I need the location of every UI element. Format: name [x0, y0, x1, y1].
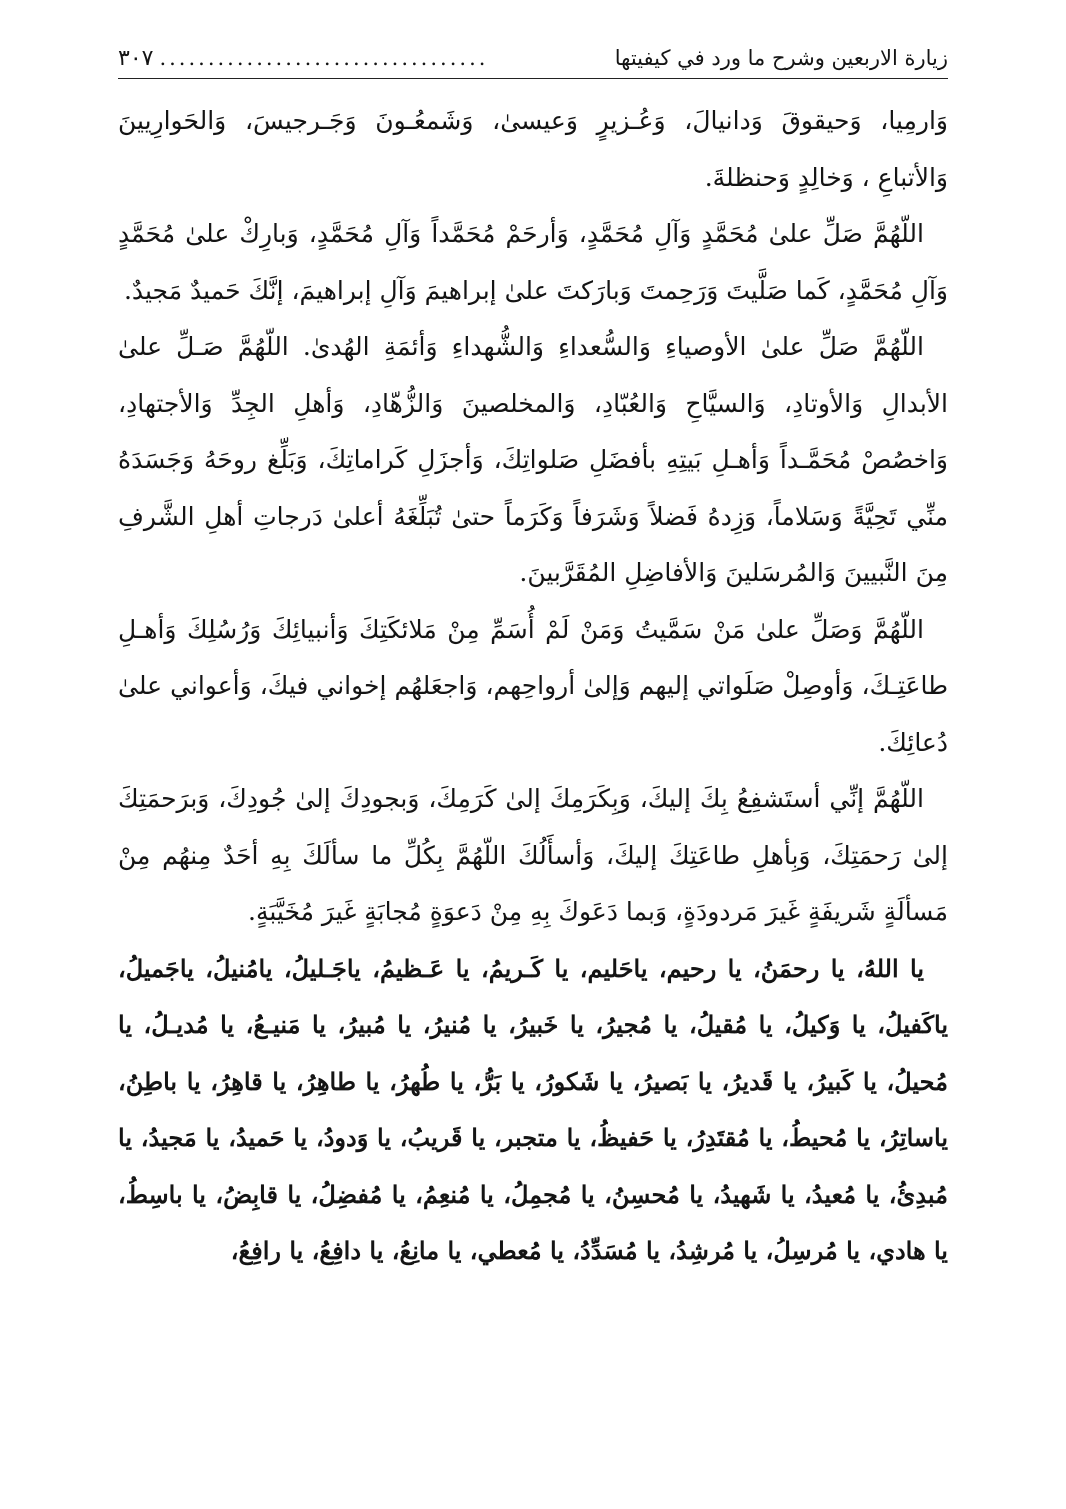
- paragraph-istishfa: اللّهُمَّ إنِّي أستَشفِعُ بِكَ إليكَ، وَبِكَرَمِكَ إلىٰ كَرَمِكَ، وَبجودِكَ إلىٰ جُودِكَ، وَبرَحمَتِكَ إلىٰ رَحمَتِكَ، وَبِأهلِ طاعَتِكَ إليكَ، وَأسأَلُكَ اللّهُمَّ بِكُلِّ ما سألَكَ بِهِ أحَدٌ مِنهُم مِنْ مَسألَةٍ شَريفَةٍ غَيرَ مَردودَةٍ، وَبما دَعَوكَ بِهِ مِنْ دَعوَةٍ مُجابَةٍ غَيرَ مُخَيَّبَةٍ.: [118, 784, 948, 926]
- running-header: [118, 38, 948, 79]
- page-number: ٣٠٧: [118, 46, 154, 71]
- paragraph-salawat-ibrahimiyya: اللّهُمَّ صَلِّ علىٰ مُحَمَّدٍ وَآلِ مُحَمَّدٍ، وَأرحَمْ مُحَمَّداً وَآلِ مُحَمَّدٍ، وَبارِكْ علىٰ مُحَمَّدٍ وَآلِ مُحَمَّدٍ، كَما صَلَّيتَ وَرَحِمتَ وَبارَكتَ علىٰ إبراهيمَ وَآلِ إبراهيمَ، إنَّكَ حَميدٌ مَجيدٌ.: [118, 219, 948, 305]
- paragraph-prophets-list: وَارمِيا، وَحيقوقَ وَدانيالَ، وَعُـزيرٍ وَعيسىٰ، وَشَمعُـونَ وَجَـرجيسَ، وَالحَوارِيينَ وَالأتباعِ ، وَخالِدٍ وَحنظلةَ.: [118, 106, 948, 192]
- body-text: [118, 93, 948, 1280]
- paragraph-divine-names: يا اللهُ، يا رحمَنُ، يا رحيم، ياحَليم، يا كَـريمُ، يا عَـظيمُ، ياجَـليلُ، يامُنيلُ، ياجَميلُ، ياكَفيلُ، يا وَكيلُ، يا مُقيلُ، يا مُجيرُ، يا خَبيرُ، يا مُنيرُ، يا مُبيرُ، يا مَنيـعُ، يا مُديـلُ، يا مُحيلُ، يا كَبيرُ، يا قَديرُ، يا بَصيرُ، يا شَكورُ، يا بَرُّ، يا طُهرُ، يا طاهِرُ، يا قاهِرُ، يا باطِنُ، ياساتِرُ، يا مُحيطُ، يا مُقتَدِرُ، يا حَفيظُ، يا متجبر، يا قَريبُ، يا وَدودُ، يا حَميدُ، يا مَجيدُ، يا مُبدِئُ، يا مُعيدُ، يا شَهيدُ، يا مُحسِنُ، يا مُجمِلُ، يا مُنعِمُ، يا مُفضِلُ، يا قابِضُ، يا باسِطُ، يا هادي، يا مُرسِلُ، يا مُرشِدُ، يا مُسَدِّدُ، يا مُعطي، يا مانِعُ، يا دافِعُ، يا رافِعُ،: [118, 953, 948, 1265]
- leader-dots: ..................................: [159, 46, 489, 70]
- running-header-title: زيارة الاربعين وشرح ما ورد في كيفيتها: [614, 46, 948, 70]
- paragraph-salawat-awsiya: اللّهُمَّ صَلِّ علىٰ الأوصياءِ وَالسُّعداءِ وَالشُّهداءِ وَأئمَةِ الهُدىٰ. اللّهُمَّ صَـلِّ علىٰ الأبدالِ وَالأوتادِ، وَالسيَّاحِ وَالعُبّادِ، وَالمخلصينَ وَالزُّهّادِ، وَأهلِ الجِدِّ وَالأجتهادِ، وَاخصُصْ مُحَمَّـداً وَأهـلِ بَيتِهِ بأفضَلِ صَلواتِكَ، وَأجزَلِ كَراماتِكَ، وَبَلِّغ روحَهُ وَجَسَدَهُ منِّي تَحِيَّةً وَسَلاماً، وَزِدهُ فَضلاً وَشَرَفاً وَكَرَماً حتىٰ تُبَلِّغَهُ أعلىٰ دَرجاتِ أهلِ الشَّرفِ مِنَ النَّبيينَ وَالمُرسَلينَ وَالأفاضِلِ المُقَرَّبينَ.: [118, 332, 948, 587]
- paragraph-salawat-malaika: اللّهُمَّ وَصَلِّ علىٰ مَنْ سَمَّيتُ وَمَنْ لَمْ أُسَمِّ مِنْ مَلائكَتِكَ وَأنبيائِكَ وَرُسُلِكَ وَأهـلِ طاعَتِـكَ، وَأوصِلْ صَلَواتي إليهم وَإلىٰ أرواحِهم، وَاجعَلهُم إخواني فيكَ، وَأعواني علىٰ دُعائِكَ.: [118, 614, 948, 757]
